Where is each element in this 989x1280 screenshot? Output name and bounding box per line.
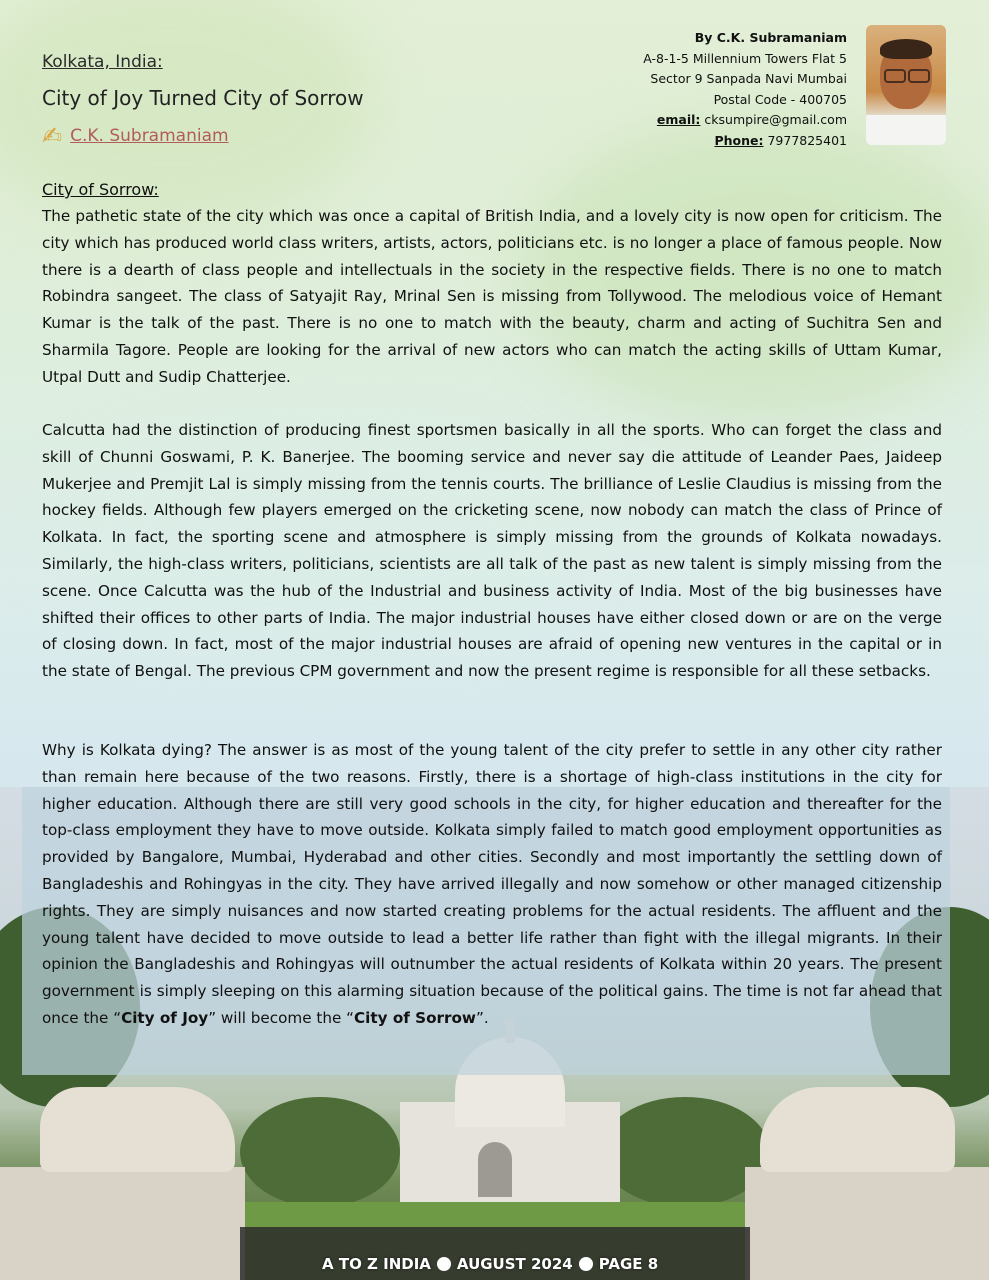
author-link[interactable]: C.K. Subramaniam xyxy=(70,126,229,146)
contact-by: By C.K. Subramaniam xyxy=(694,30,847,45)
footer-page-number: PAGE 8 xyxy=(598,1255,659,1273)
author-contact-block xyxy=(643,28,847,151)
email-value[interactable]: cksumpire@gmail.com xyxy=(704,112,847,127)
article-title: City of Joy Turned City of Sorrow xyxy=(42,86,364,110)
paragraph-text: Why is Kolkata dying? The answer is as most of the young talent of the city prefer to settle in any other city rather than remain here because of the two reasons. Firstly, there is a shortage of high-class institutions in the city for higher education. Although there are still very good schools in the city, for higher education and thereafter for the top-class employment they have to move outside. Kolkata simply failed to match good employment opportunities as provided by Bangalore, Mumbai, Hyderabad and other cities. Secondly and most importantly the settling down of Bangladeshis and Rohingyas in the city. They have arrived illegally and now somehow or other managed citizenship rights. They are simply nuisances and now started creating problems for the actual residents. The affluent and the young talent have decided to move outside to lead a better life rather than fight with the illegal migrants. In their opinion the Bangladeshis and Rohingyas will outnumber the actual residents of Kolkata within 20 years. The present government is simply sleeping on this alarming situation because of the political gains. The time is not far ahead that once the “ xyxy=(42,741,942,1027)
contact-postal-code: Postal Code - 400705 xyxy=(713,91,847,107)
paragraph-text: ” will become the “ xyxy=(208,1008,355,1027)
paragraph-text: ”. xyxy=(475,1008,489,1027)
contact-address-line2: Sector 9 Sanpada Navi Mumbai xyxy=(650,71,847,86)
author-photo xyxy=(866,25,946,145)
footer-publication: A TO Z INDIA xyxy=(322,1255,431,1273)
article-paragraph: The pathetic state of the city which was once a capital of British India, and a lovely city is now open for criticism. The city which has produced world class writers, artists, actors, politicians etc. is no longer a place of famous people. Now there is a dearth of class people and intellectuals in the society in the respective fields. There is no one to match Robindra sangeet. The class of Satyajit Ray, Mrinal Sen is missing from Tollywood. The melodious voice of Hemant Kumar is the talk of the past. There is no one to match with the beauty, charm and acting of Suchitra Sen and Sharmila Tagore. People are looking for the arrival of new actors who can match the acting skills of Uttam Kumar, Utpal Dutt and Sudip Chatterjee. xyxy=(42,207,942,386)
article-paragraph: Calcutta had the distinction of producing finest sportsmen basically in all the sports. Who can forget the class and skill of Chunni Goswami, P. K. Banerjee. The booming service and never say die attitude of Leander Paes, Jaideep Mukerjee and Premjit Lal is simply missing from the tennis courts. The brilliance of Leslie Claudius is missing from the hockey fields. Although few players emerged on the cricketing scene, now nobody can match the class of Prince of Kolkata. In fact, the sporting scene and atmosphere is simply missing from the grounds of Kolkata nowadays. Similarly, the high-class writers, politicians, scientists are all talk of the past as new talent is simply missing from the scene. Once Calcutta was the hub of the Industrial and business activity of India. Most of the big businesses have shifted their offices to other parts of India. The major industrial houses have either closed down or are on the verge of closing down. In fact, most of the major industrial houses are afraid of opening new ventures in the capital or in the state of Bengal. The previous CPM government and now the present regime is responsible for all these setbacks. xyxy=(42,421,942,681)
footer-issue: AUGUST 2024 xyxy=(456,1255,573,1273)
article-paragraph xyxy=(42,737,942,1032)
location-label: Kolkata, India: xyxy=(42,52,163,72)
writing-hand-icon: ✍ xyxy=(42,122,63,150)
bold-phrase: City of Sorrow xyxy=(354,1008,476,1027)
phone-label: Phone: xyxy=(714,132,764,148)
page-footer xyxy=(322,1255,658,1273)
bullet-dot-icon xyxy=(579,1257,593,1271)
email-label: email: xyxy=(656,112,701,127)
phone-value: 7977825401 xyxy=(767,132,847,148)
bold-phrase: City of Joy xyxy=(121,1008,209,1027)
contact-address-line1: A-8-1-5 Millennium Towers Flat 5 xyxy=(643,50,847,66)
section-heading: City of Sorrow: xyxy=(42,180,159,199)
author-byline xyxy=(42,122,229,150)
bullet-dot-icon xyxy=(437,1257,451,1271)
